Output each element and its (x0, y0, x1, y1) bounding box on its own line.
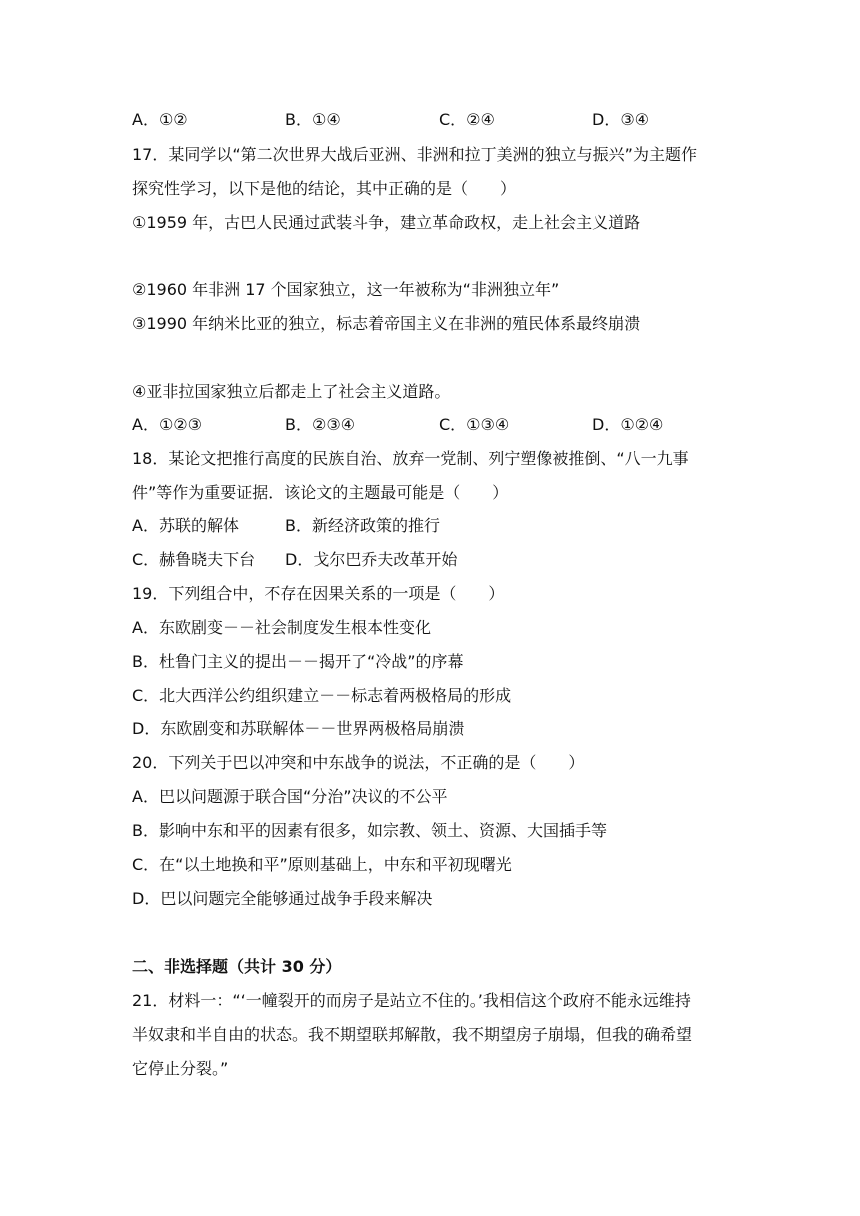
q20-option-c: C．在“以土地换和平”原则基础上，中东和平初现曙光 (132, 855, 512, 874)
q17-stem-line-2: 探究性学习，以下是他的结论，其中正确的是（ ） (132, 179, 517, 198)
option-d: D．①②④ (592, 415, 664, 434)
q21-line-1: 21．材料一：“‘一幢裂开的而房子是站立不住的。’我相信这个政府不能永远维持 (132, 991, 691, 1010)
q18-options-row-1 (132, 514, 732, 538)
option-b: B．新经济政策的推行 (285, 516, 440, 535)
q19-stem: 19．下列组合中，不存在因果关系的一项是（ ） (132, 584, 505, 603)
q17-stem-line-1: 17．某同学以“第二次世界大战后亚洲、非洲和拉丁美洲的独立与振兴”为主题作 (132, 145, 697, 164)
q21-line-2: 半奴隶和半自由的状态。我不期望联邦解散，我不期望房子崩塌，但我的确希望 (132, 1025, 693, 1044)
q19-option-a: A．东欧剧变－－社会制度发生根本性变化 (132, 618, 431, 637)
option-b: B．②③④ (285, 415, 356, 434)
q19-option-d: D．东欧剧变和苏联解体－－世界两极格局崩溃 (132, 719, 465, 738)
q18-stem-line-1: 18．某论文把推行高度的民族自治、放弃一党制、列宁塑像被推倒、“八一九事 (132, 449, 689, 468)
q21-line-3: 它停止分裂。” (132, 1059, 229, 1078)
q20-option-a: A．巴以问题源于联合国“分治”决议的不公平 (132, 787, 448, 806)
q16-options (132, 108, 732, 132)
option-a: A．①②③ (132, 415, 202, 434)
q17-options (132, 413, 732, 437)
q20-option-b: B．影响中东和平的因素有很多，如宗教、领土、资源、大国插手等 (132, 821, 607, 840)
q19-option-b: B．杜鲁门主义的提出－－揭开了“冷战”的序幕 (132, 652, 464, 671)
option-d: D．戈尔巴乔夫改革开始 (285, 550, 458, 569)
q17-item-1: ①1959 年，古巴人民通过武装斗争，建立革命政权，走上社会主义道路 (132, 213, 641, 232)
q17-item-2: ②1960 年非洲 17 个国家独立，这一年被称为“非洲独立年” (132, 280, 560, 299)
option-a: A．①② (132, 110, 188, 129)
section-heading: 二、非选择题（共计 30 分） (132, 957, 342, 976)
q19-option-c: C．北大西洋公约组织建立－－标志着两极格局的形成 (132, 686, 512, 705)
q18-options-row-2 (132, 548, 732, 572)
option-c: C．赫鲁晓夫下台 (132, 550, 256, 569)
q17-item-3: ③1990 年纳米比亚的独立，标志着帝国主义在非洲的殖民体系最终崩溃 (132, 314, 641, 333)
option-b: B．①④ (285, 110, 341, 129)
q20-stem: 20．下列关于巴以冲突和中东战争的说法，不正确的是（ ） (132, 753, 585, 772)
option-a: A．苏联的解体 (132, 516, 239, 535)
option-d: D．③④ (592, 110, 650, 129)
q18-stem-line-2: 件”等作为重要证据．该论文的主题最可能是（ ） (132, 483, 509, 502)
option-c: C．②④ (439, 110, 495, 129)
option-c: C．①③④ (439, 415, 510, 434)
q17-item-4: ④亚非拉国家独立后都走上了社会主义道路。 (132, 382, 451, 401)
q20-option-d: D．巴以问题完全能够通过战争手段来解决 (132, 889, 433, 908)
